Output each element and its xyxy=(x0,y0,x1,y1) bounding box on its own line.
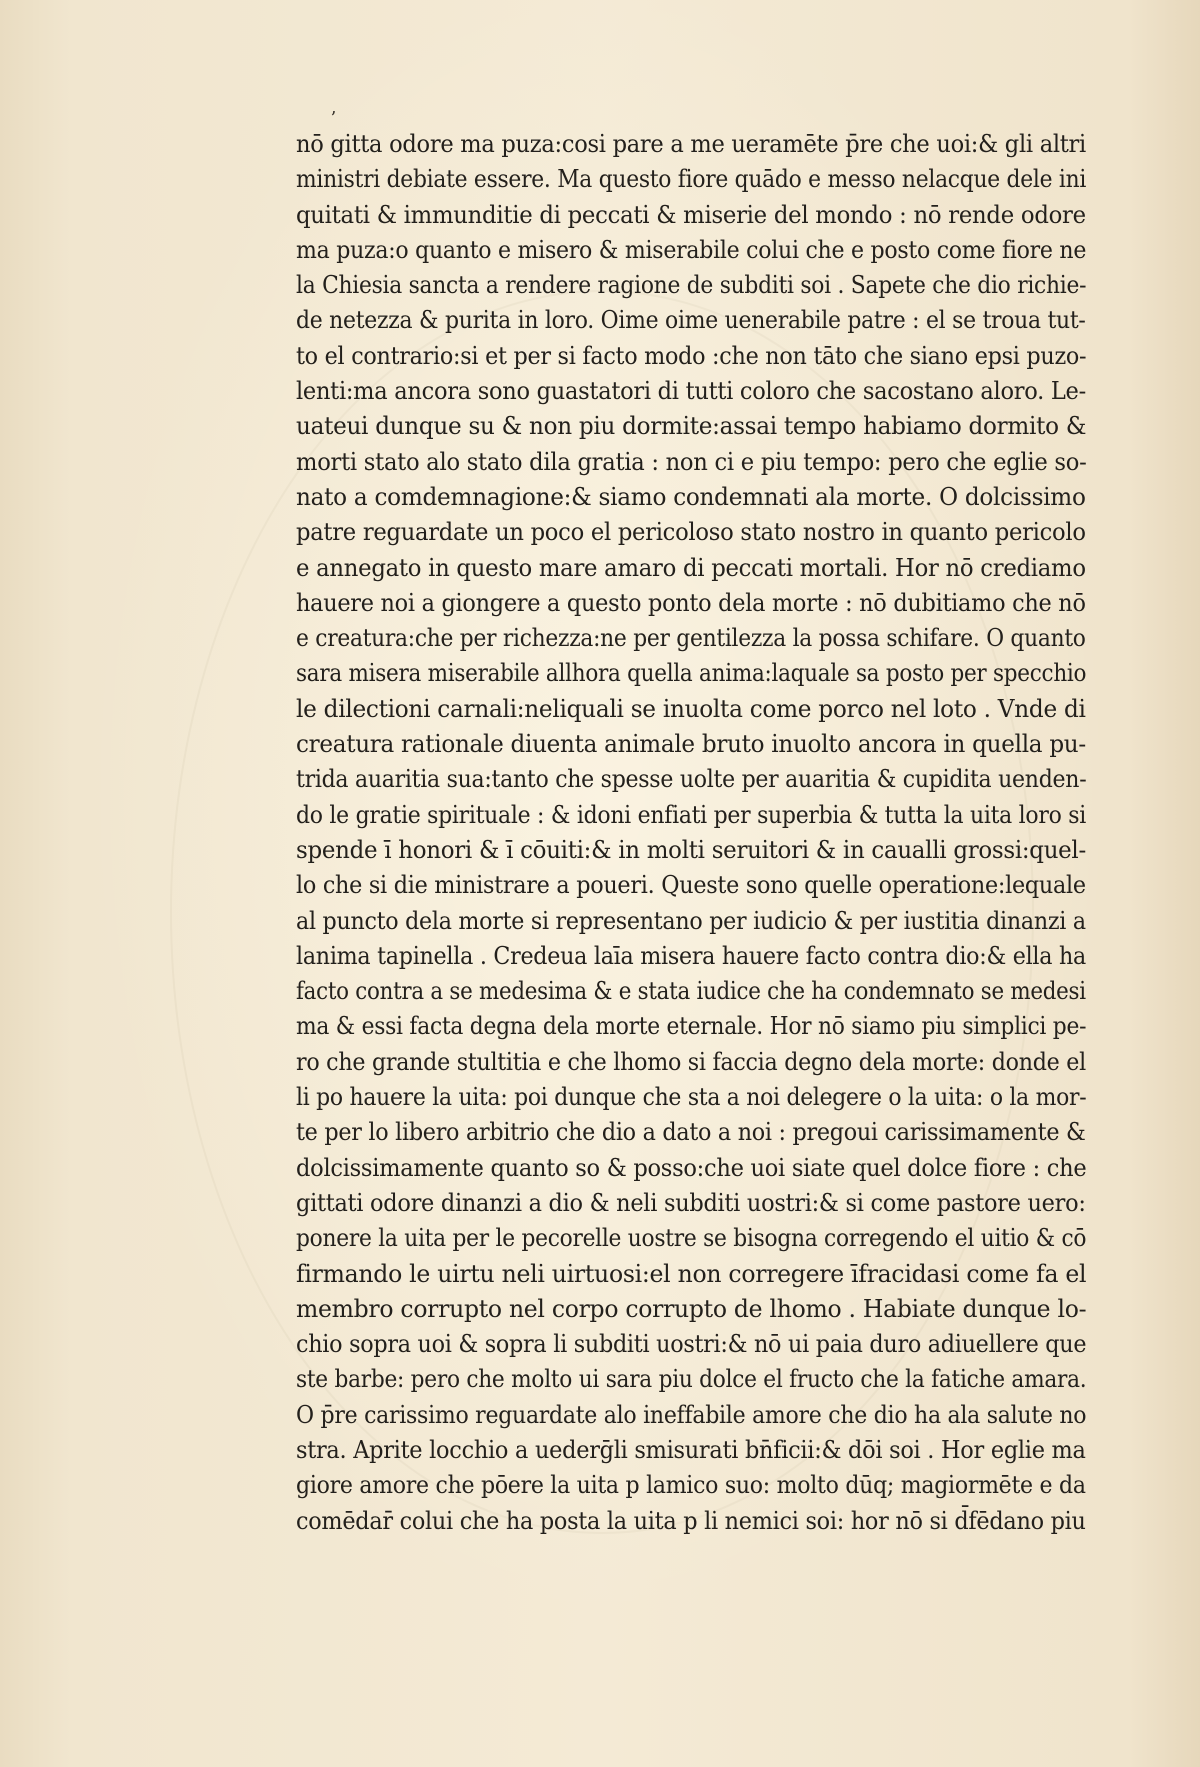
text-line: trida auaritia sua:tanto che spesse uolte per auaritia & cupidita uenden- xyxy=(296,764,1087,794)
text-line: de netezza & purita in loro. Oime oime uenerabile patre : el se troua tut- xyxy=(296,305,1086,335)
text-line: ministri debiate essere. Ma questo fiore quādo e messo nelacque dele ini xyxy=(296,164,1087,194)
text-line: e creatura:che per richezza:ne per gentilezza la possa schifare. O quanto xyxy=(296,623,1086,653)
text-line: e annegato in questo mare amaro di peccati mortali. Hor nō crediamo xyxy=(296,552,1086,582)
text-line: to el contrario:si et per si facto modo :che non tāto che siano epsi puzo- xyxy=(296,340,1087,370)
text-line: ro che grande stultitia e che lhomo si faccia degno dela morte: donde el xyxy=(296,1046,1086,1076)
text-line: comēdar̄ colui che ha posta la uita p li nemici soi: hor nō si d̄fēdano piu xyxy=(296,1505,1086,1535)
text-line: ponere la uita per le pecorelle uostre se bisogna corregendo el uitio & cō xyxy=(296,1223,1087,1253)
text-line: creatura rationale diuenta animale bruto inuolto ancora in quella pu- xyxy=(296,729,1086,759)
text-line: ste barbe: pero che molto ui sara piu dolce el fructo che la fatiche amara. xyxy=(296,1364,1087,1394)
text-line: nato a comdemnagione:& siamo condemnati ala morte. O dolcissimo xyxy=(296,481,1086,511)
text-line: giore amore che pōere la uita p lamico suo: molto dūq; magiormēte e da xyxy=(296,1470,1086,1500)
text-line: spende ī honori & ī cōuiti:& in molti seruitori & in caualli grossi:quel- xyxy=(296,834,1086,864)
text-line: morti stato alo stato dila gratia : non ci e piu tempo: pero che eglie so- xyxy=(296,446,1087,476)
text-line: patre reguardate un poco el pericoloso stato nostro in quanto pericolo xyxy=(296,517,1086,547)
text-line: hauere noi a giongere a questo ponto dela morte : nō dubitiamo che nō xyxy=(296,587,1086,617)
text-line: O p̄re carissimo reguardate alo ineffabile amore che dio ha ala salute no xyxy=(296,1399,1087,1429)
text-line: membro corrupto nel corpo corrupto de lhomo . Habiate dunque lo- xyxy=(296,1293,1087,1323)
stray-ink-mark: ʼ xyxy=(330,108,336,129)
text-line: la Chiesia sancta a rendere ragione de subditi soi . Sapete che dio richie- xyxy=(296,270,1087,300)
text-line: al puncto dela morte si representano per iudicio & per iustitia dinanzi a xyxy=(296,905,1086,935)
text-line: sara misera miserabile allhora quella anima:laquale sa posto per specchio xyxy=(296,658,1087,688)
text-line: dolcissimamente quanto so & posso:che uoi siate quel dolce fiore : che xyxy=(296,1152,1087,1182)
text-line: ma & essi facta degna dela morte eternale. Hor nō siamo piu simplici pe- xyxy=(296,1011,1087,1041)
text-line: nō gitta odore ma puza:cosi pare a me ueramēte p̄re che uoi:& gli altri xyxy=(296,129,1086,158)
text-line: quitati & immunditie di peccati & miserie del mondo : nō rende odore xyxy=(296,199,1086,229)
text-line: li po hauere la uita: poi dunque che sta a noi delegere o la uita: o la mor- xyxy=(296,1082,1087,1112)
text-line: lanima tapinella . Credeua laīa misera hauere facto contra dio:& ella ha xyxy=(296,940,1086,970)
text-line: gittati odore dinanzi a dio & neli subditi uostri:& si come pastore uero: xyxy=(296,1187,1086,1217)
text-line: firmando le uirtu neli uirtuosi:el non corregere īfracidasi come fa el xyxy=(296,1258,1087,1288)
text-line: uateui dunque su & non piu dormite:assai tempo habiamo dormito & xyxy=(296,411,1087,441)
text-line: lo che si die ministrare a poueri. Queste sono quelle operatione:lequale xyxy=(296,870,1086,900)
text-line: le dilectioni carnali:neliquali se inuolta come porco nel loto . Vnde di xyxy=(296,693,1086,723)
text-line: facto contra a se medesima & e stata iudice che ha condemnato se medesi xyxy=(296,976,1086,1006)
text-line: chio sopra uoi & sopra li subditi uostri:& nō ui paia duro adiuellere que xyxy=(296,1329,1087,1359)
text-line: te per lo libero arbitrio che dio a dato a noi : pregoui carissimamente & xyxy=(296,1117,1086,1147)
text-line: do le gratie spirituale : & idoni enfiati per superbia & tutta la uita loro si xyxy=(296,799,1086,829)
body-text xyxy=(296,126,1086,1538)
text-line: ma puza:o quanto e misero & miserabile colui che e posto come fiore ne xyxy=(296,234,1087,264)
text-line: lenti:ma ancora sono guastatori di tutti coloro che sacostano aloro. Le- xyxy=(296,376,1086,406)
text-line: stra. Aprite locchio a uederḡli smisurati bn̄ficii:& dōi soi . Hor eglie ma xyxy=(296,1434,1086,1464)
